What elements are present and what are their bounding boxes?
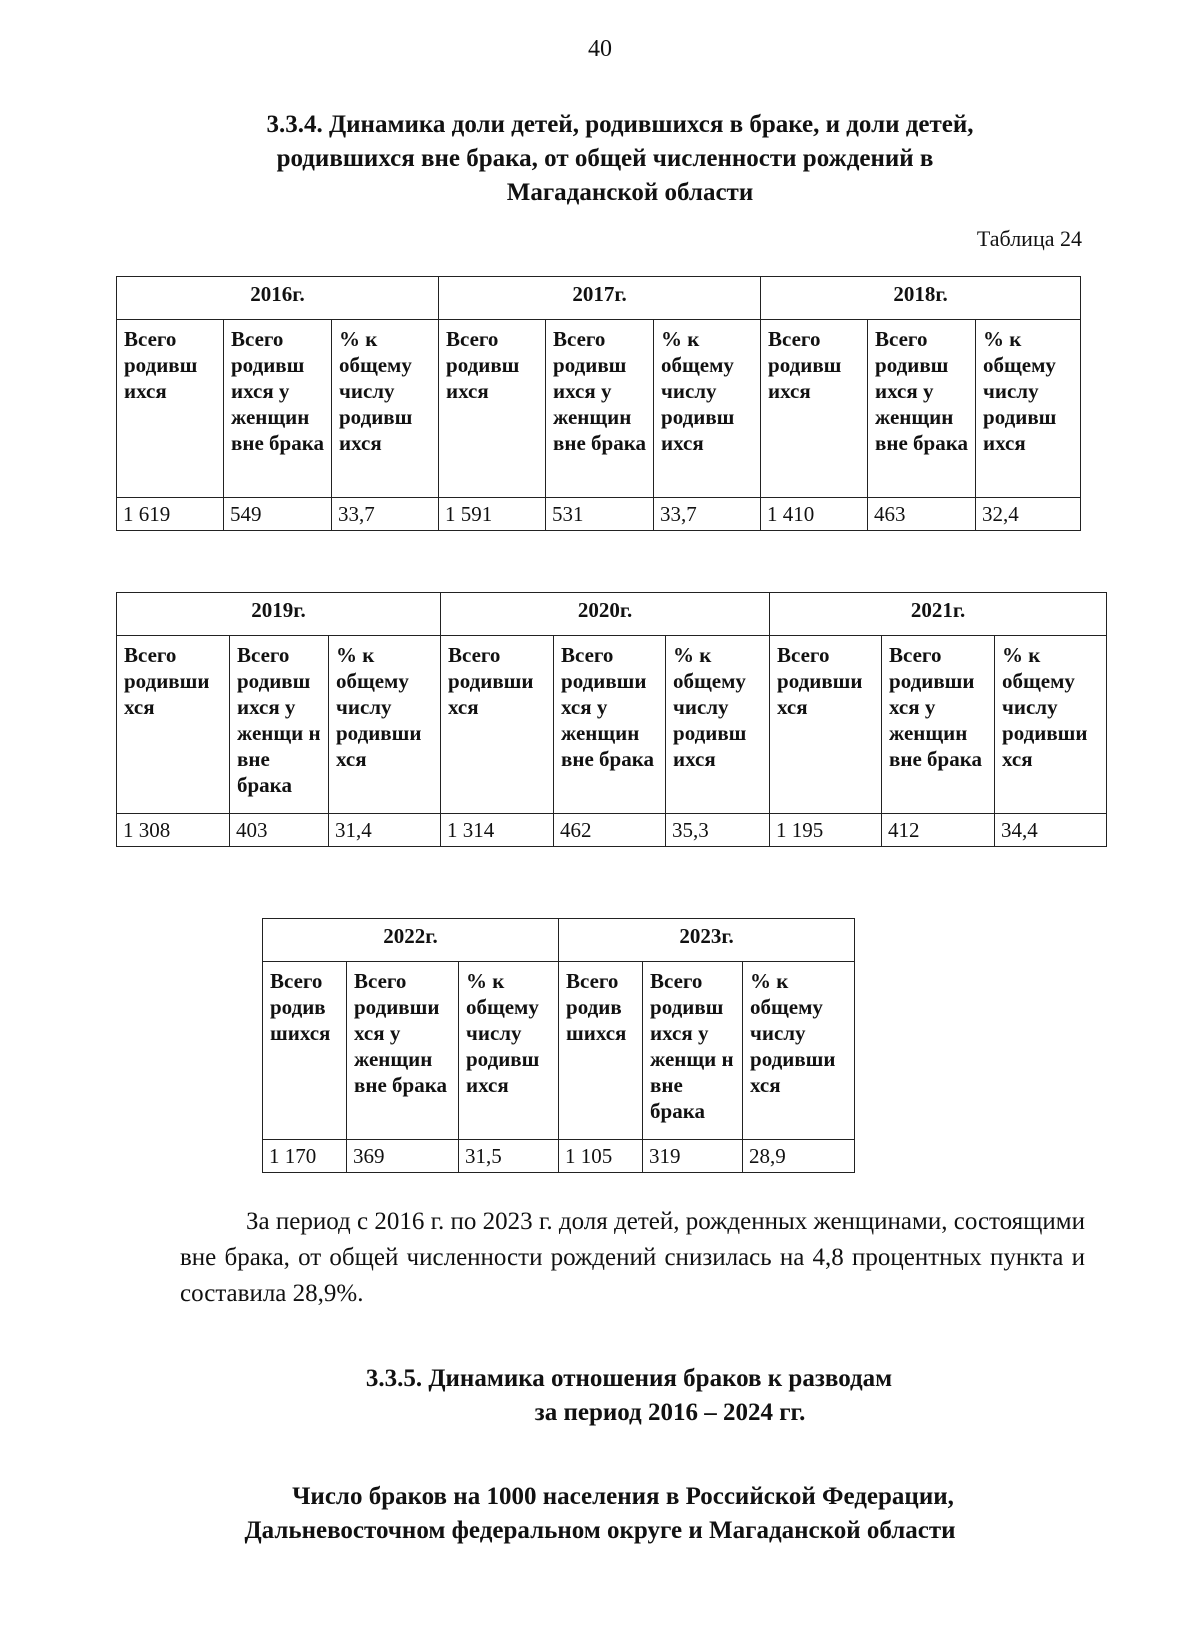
table-cell: 463 [868,498,976,531]
table-label: Таблица 24 [976,226,1082,251]
births-table-2019-2021 [116,592,1107,847]
table-cell: 549 [224,498,332,531]
table-cell: 33,7 [332,498,439,531]
table-cell: 1 591 [439,498,546,531]
table-cell: 1 308 [117,814,230,847]
table-cell: 403 [230,814,329,847]
table-cell: 319 [643,1140,743,1173]
year-cell: 2021г. [770,593,1107,636]
table-cell: 1 170 [263,1140,347,1173]
column-header: Всего родивш ихся [439,320,546,498]
year-row [117,277,1081,320]
column-header: Всего родивш ихся у женщин вне брака [868,320,976,498]
header-row [117,320,1081,498]
section-335-title [0,1362,1200,1430]
section-334-title [0,108,1200,210]
header-row [117,636,1107,814]
section-334-title-line-2: родившихся вне брака, от общей численности рождений в [276,145,934,172]
column-header: Всего родивш ихся у женщи н вне брака [643,962,743,1140]
table-cell: 32,4 [976,498,1081,531]
table-cell: 33,7 [654,498,761,531]
table-cell: 35,3 [666,814,770,847]
column-header: Всего родивши хся у женщин вне брака [347,962,459,1140]
subheading-line-1: Число браков на 1000 населения в Российской Федерации, [292,1483,954,1510]
table-cell: 1 195 [770,814,882,847]
table-cell: 1 410 [761,498,868,531]
column-header: Всего родивши хся [117,636,230,814]
values-row [263,1140,855,1173]
column-header: % к общему числу родивш ихся [459,962,559,1140]
marriages-subheading [0,1480,1200,1548]
column-header: % к общему числу родивши хся [329,636,441,814]
column-header: Всего родивши хся [441,636,554,814]
table-cell: 462 [554,814,666,847]
year-cell: 2023г. [559,919,855,962]
column-header: % к общему числу родивши хся [995,636,1107,814]
year-row [117,593,1107,636]
table-cell: 34,4 [995,814,1107,847]
section-334-title-line-1: 3.3.4. Динамика доли детей, родившихся в браке, и доли детей, [266,111,974,138]
table-cell: 31,5 [459,1140,559,1173]
column-header: Всего родивши хся [770,636,882,814]
year-cell: 2022г. [263,919,559,962]
summary-paragraph: За период с 2016 г. по 2023 г. доля детей, рожденных женщинами, состоящими вне брака, от общей численности рождений снизилась на 4,8 процентных пункта и составила 28,9%. [180,1208,1085,1307]
column-header: Всего родивш ихся у женщи н вне брака [230,636,329,814]
section-334-title-line-3: Магаданской области [506,179,754,206]
column-header: Всего родивш ихся у женщин вне брака [546,320,654,498]
column-header: % к общему числу родивш ихся [666,636,770,814]
year-cell: 2019г. [117,593,441,636]
header-row [263,962,855,1140]
column-header: Всего родив шихся [263,962,347,1140]
table-cell: 412 [882,814,995,847]
column-header: Всего родивш ихся [117,320,224,498]
table-cell: 1 619 [117,498,224,531]
year-cell: 2018г. [761,277,1081,320]
column-header: Всего родивш ихся у женщин вне брака [224,320,332,498]
section-335-title-line-1: 3.3.5. Динамика отношения браков к разводам [365,1365,893,1392]
year-cell: 2017г. [439,277,761,320]
table-cell: 531 [546,498,654,531]
column-header: % к общему числу родивши хся [743,962,855,1140]
table-cell: 31,4 [329,814,441,847]
table-cell: 1 105 [559,1140,643,1173]
values-row [117,814,1107,847]
section-335-title-line-2: за период 2016 – 2024 гг. [534,1399,806,1426]
table-cell: 1 314 [441,814,554,847]
year-cell: 2016г. [117,277,439,320]
table-cell: 28,9 [743,1140,855,1173]
subheading-line-2: Дальневосточном федеральном округе и Магаданской области [244,1517,956,1544]
column-header: Всего родивши хся у женщин вне брака [554,636,666,814]
column-header: % к общему числу родивш ихся [654,320,761,498]
column-header: Всего родив шихся [559,962,643,1140]
year-row [263,919,855,962]
column-header: Всего родивши хся у женщин вне брака [882,636,995,814]
births-table-2016-2018 [116,276,1081,531]
column-header: Всего родивш ихся [761,320,868,498]
values-row [117,498,1081,531]
year-cell: 2020г. [441,593,770,636]
page-number: 40 [588,36,612,62]
births-table-2022-2023 [262,918,855,1173]
column-header: % к общему числу родивш ихся [976,320,1081,498]
table-cell: 369 [347,1140,459,1173]
column-header: % к общему числу родивш ихся [332,320,439,498]
